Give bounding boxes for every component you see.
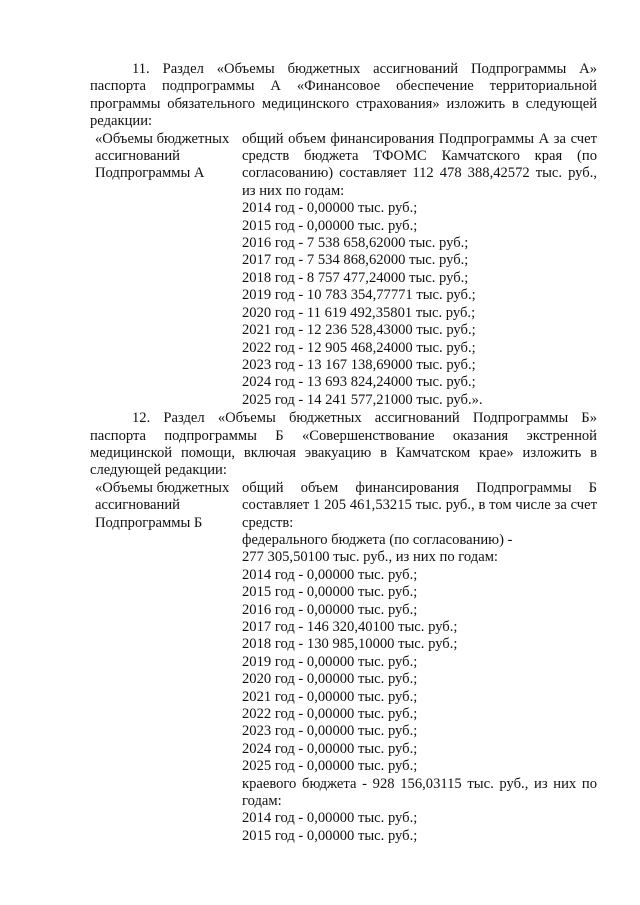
regional-lead: краевого бюджета - 928 156,03115 тыс. руб., из них по годам: (242, 775, 597, 810)
label-line: ассигнований (95, 497, 180, 514)
label-line: ассигнований (95, 148, 180, 165)
year-line: 2021 год - 12 236 528,43000 тыс. руб.; (242, 322, 476, 339)
year-line: 2025 год - 14 241 577,21000 тыс. руб.». (242, 391, 483, 408)
section-12-lead: общий объем финансирования Подпрограммы Б составляет 1 205 461,53215 тыс. руб., в том числе за счет средств: (242, 479, 597, 531)
year-line: 2020 год - 0,00000 тыс. руб.; (242, 671, 418, 688)
section-12-content (242, 480, 597, 846)
year-line: 2015 год - 0,00000 тыс. руб.; (242, 827, 418, 844)
year-line: 2018 год - 8 757 477,24000 тыс. руб.; (242, 269, 469, 286)
year-line: 2016 год - 7 538 658,62000 тыс. руб.; (242, 235, 469, 252)
label-line: Подпрограммы Б (95, 514, 203, 531)
section-12-label (90, 480, 242, 846)
year-line: 2015 год - 0,00000 тыс. руб.; (242, 217, 418, 234)
year-line: 2015 год - 0,00000 тыс. руб.; (242, 584, 418, 601)
year-line: 2018 год - 130 985,10000 тыс. руб.; (242, 636, 458, 653)
document-page (90, 61, 597, 846)
federal-heading: федерального бюджета (по согласованию) - (242, 531, 513, 548)
year-line: 2017 год - 7 534 868,62000 тыс. руб.; (242, 252, 469, 269)
label-line: «Объемы бюджетных (95, 130, 230, 147)
year-line: 2022 год - 12 905 468,24000 тыс. руб.; (242, 339, 476, 356)
section-11-intro: 11. Раздел «Объемы бюджетных ассигнований Подпрограммы А» паспорта подпрограммы А «Финансовое обеспечение территориальной программы обязательного медицинского страхования» изложить в следующей редакции: (90, 61, 597, 130)
section-11-content (242, 131, 597, 410)
federal-total: 277 305,50100 тыс. руб., из них по годам: (242, 549, 498, 566)
section-12-intro: 12. Раздел «Объемы бюджетных ассигнований Подпрограммы Б» паспорта подпрограммы Б «Совершенствование оказания экстренной медицинской помощи, включая эвакуацию в Камчатском крае» изложить в следующей редакции: (90, 410, 597, 479)
year-line: 2024 год - 13 693 824,24000 тыс. руб.; (242, 374, 476, 391)
year-line: 2014 год - 0,00000 тыс. руб.; (242, 810, 418, 827)
section-11-label (90, 131, 242, 410)
year-line: 2019 год - 0,00000 тыс. руб.; (242, 653, 418, 670)
section-11-lead: общий объем финансирования Подпрограммы А за счет средств бюджета ТФОМС Камчатского края (по согласованию) составляет 112 478 388,42572 тыс. руб., из них по годам: (242, 130, 597, 199)
year-line: 2016 год - 0,00000 тыс. руб.; (242, 601, 418, 618)
year-line: 2024 год - 0,00000 тыс. руб.; (242, 740, 418, 757)
label-line: «Объемы бюджетных (95, 479, 230, 496)
year-line: 2025 год - 0,00000 тыс. руб.; (242, 758, 418, 775)
year-line: 2019 год - 10 783 354,77771 тыс. руб.; (242, 287, 476, 304)
year-line: 2021 год - 0,00000 тыс. руб.; (242, 688, 418, 705)
year-line: 2022 год - 0,00000 тыс. руб.; (242, 706, 418, 723)
year-line: 2020 год - 11 619 492,35801 тыс. руб.; (242, 304, 476, 321)
section-12-table (90, 480, 597, 846)
year-line: 2023 год - 13 167 138,69000 тыс. руб.; (242, 356, 476, 373)
label-line: Подпрограммы А (95, 165, 205, 182)
section-11-table (90, 131, 597, 410)
year-line: 2017 год - 146 320,40100 тыс. руб.; (242, 619, 458, 635)
year-line: 2014 год - 0,00000 тыс. руб.; (242, 566, 418, 583)
year-line: 2023 год - 0,00000 тыс. руб.; (242, 723, 418, 740)
year-line: 2014 год - 0,00000 тыс. руб.; (242, 200, 418, 217)
